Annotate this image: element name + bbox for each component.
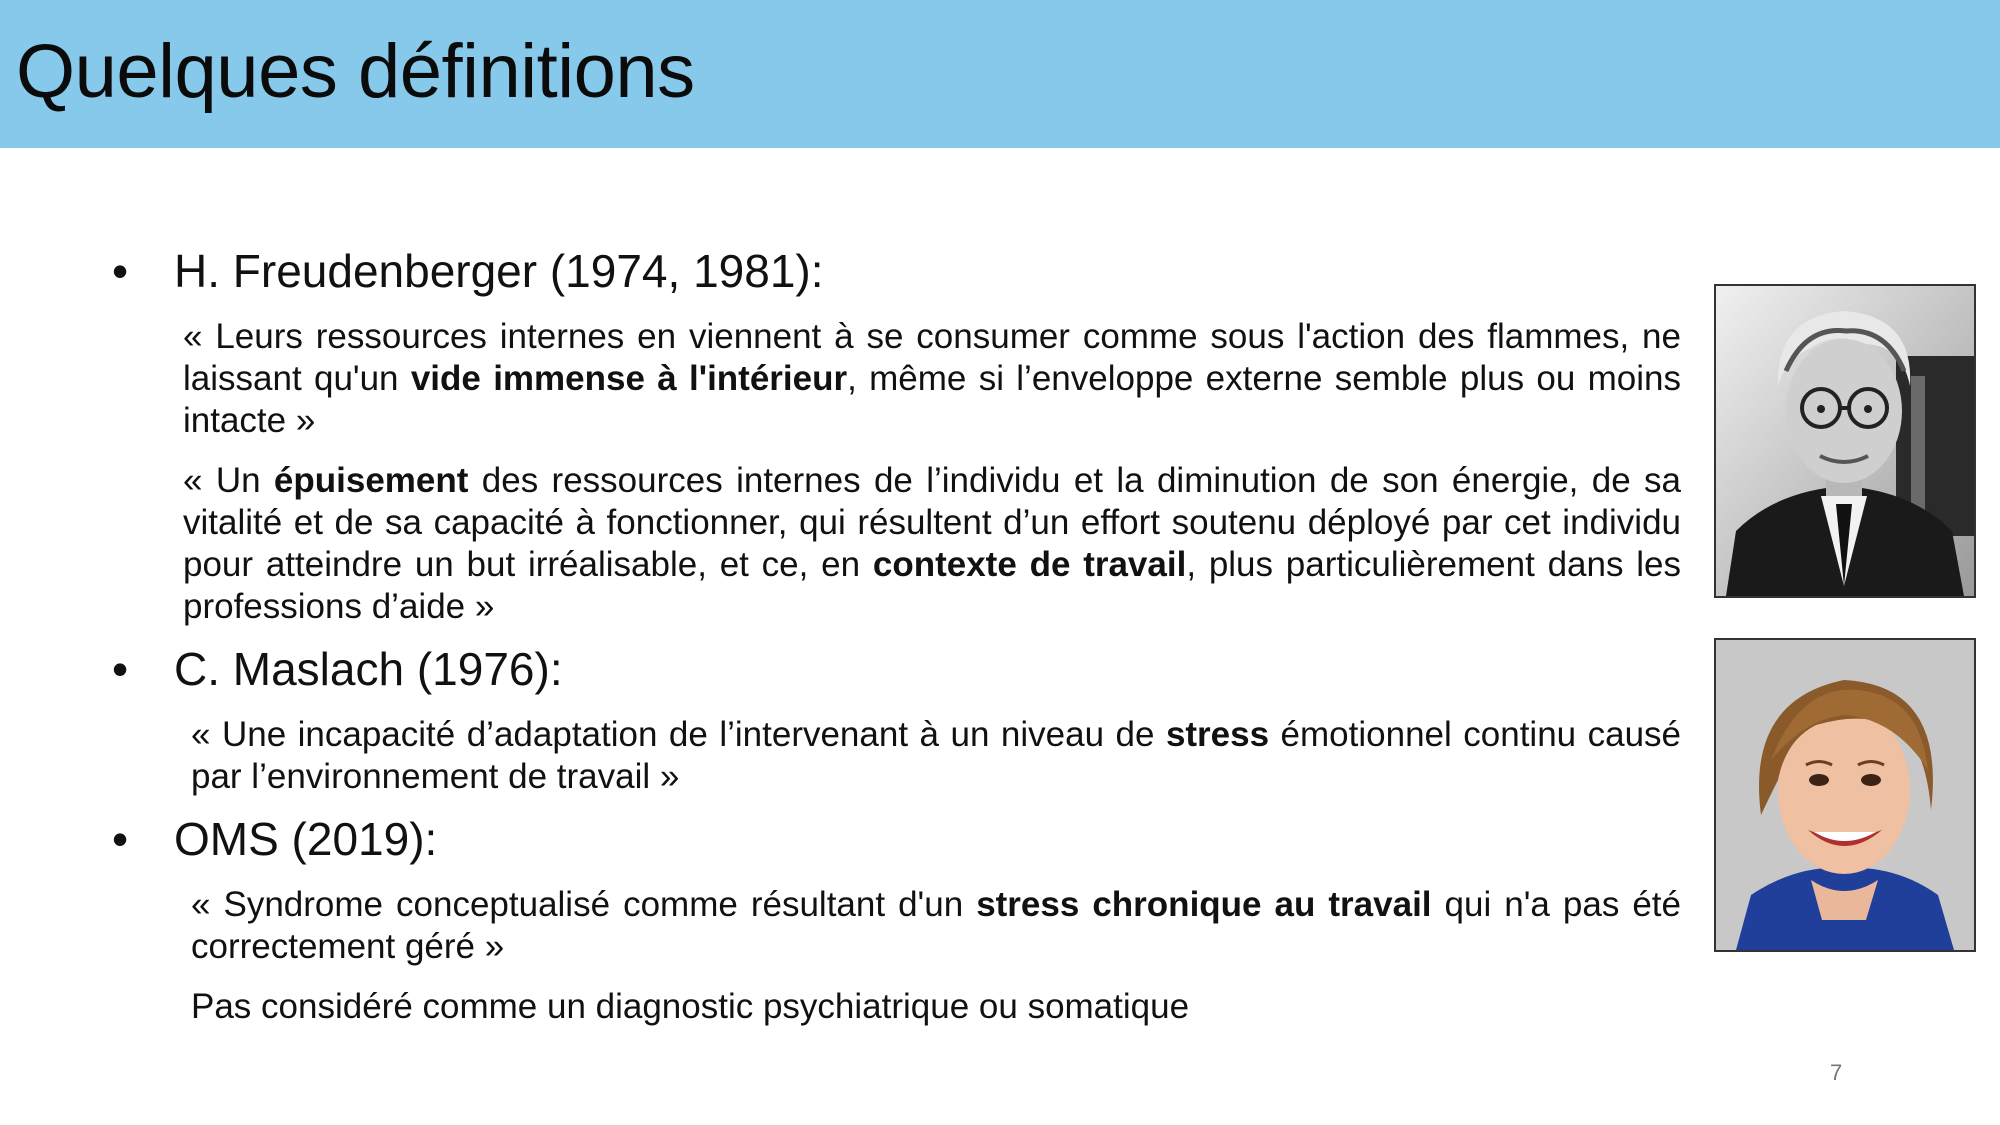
quote-oms-1 bbox=[191, 884, 1681, 968]
quote-emphasis: contexte de travail bbox=[872, 545, 1187, 584]
quote-text: « Leurs ressources internes en viennent à se consumer comme sous l'action des flammes, ne laissant qu'un bbox=[183, 317, 1681, 398]
portrait-woman-icon bbox=[1716, 640, 1974, 950]
bullet-oms bbox=[112, 812, 437, 866]
bullet-dot-icon: • bbox=[112, 813, 129, 865]
bullet-heading: C. Maslach (1976): bbox=[174, 643, 563, 695]
quote-emphasis: vide immense à l'intérieur bbox=[410, 359, 848, 398]
quote-maslach bbox=[191, 714, 1681, 798]
bullet-dot-icon: • bbox=[112, 643, 129, 695]
quote-text: , même si l’enveloppe externe semble plus ou moins intacte » bbox=[183, 359, 1681, 440]
quote-emphasis: stress bbox=[1165, 715, 1270, 754]
quote-text: qui n'a pas été correctement géré » bbox=[191, 885, 1681, 966]
portrait-man-photo bbox=[1714, 284, 1976, 598]
quote-text: , plus particulièrement dans les professions d’aide » bbox=[183, 545, 1681, 626]
bullet-heading: OMS (2019): bbox=[174, 813, 438, 865]
page-title: Quelques définitions bbox=[16, 29, 695, 114]
quote-emphasis: stress chronique au travail bbox=[976, 885, 1432, 924]
quote-text: « Une incapacité d’adaptation de l’intervenant à un niveau de bbox=[191, 715, 1166, 754]
portrait-man-icon bbox=[1716, 286, 1974, 596]
quote-emphasis: épuisement bbox=[273, 461, 469, 500]
quote-oms-2 bbox=[191, 986, 1681, 1028]
quote-text: « Un bbox=[183, 461, 274, 500]
bullet-dot-icon: • bbox=[112, 245, 129, 297]
portrait-woman-photo bbox=[1714, 638, 1976, 952]
quote-text: émotionnel continu causé par l’environnement de travail » bbox=[191, 715, 1682, 796]
quote-text: Pas considéré comme un diagnostic psychiatrique ou somatique bbox=[191, 987, 1190, 1026]
quote-text: « Syndrome conceptualisé comme résultant d'un bbox=[191, 885, 977, 924]
quote-text: des ressources internes de l’individu et la diminution de son énergie, de sa vitalité et de sa capacité à fonctionner, qui résultent d’un effort soutenu déployé par cet individu pour atteindre un but irréalisable, et ce, en bbox=[183, 461, 1681, 584]
quote-freudenberger-1 bbox=[183, 316, 1681, 442]
quote-freudenberger-2 bbox=[183, 460, 1681, 628]
bullet-heading: H. Freudenberger (1974, 1981): bbox=[174, 245, 824, 297]
bullet-maslach bbox=[112, 642, 563, 696]
bullet-freudenberger bbox=[112, 244, 824, 298]
slide-number: 7 bbox=[1830, 1060, 1843, 1085]
